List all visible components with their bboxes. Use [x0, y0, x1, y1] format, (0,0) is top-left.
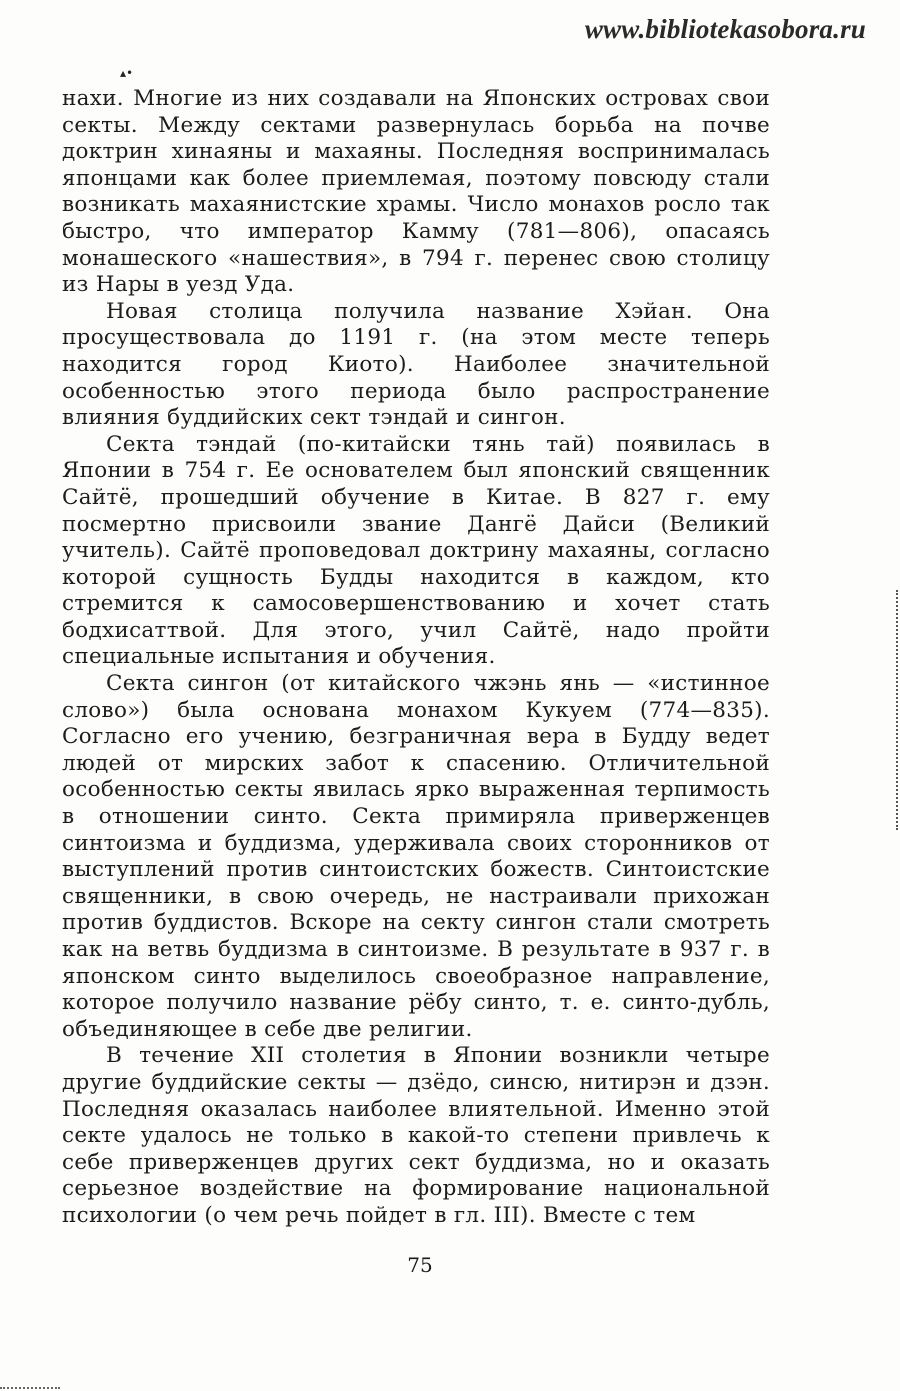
paragraph-2: Новая столица получила название Хэйан. Она просуществовала до 1191 г. (на этом месте теперь находится город Киото). Наиболее значительной особенностью этого периода было распространение влияния буддийских сект тэндай и сингон.: [62, 298, 770, 431]
paragraph-4: Секта сингон (от китайского чжэнь янь — «истинное слово») была основана монахом Кукуем (774—835). Согласно его учению, безграничная вера в Будду ведет людей от мирских забот к спасению. Отличительной особенностью секты явилась ярко выраженная терпимость в отношении синто. Секта примиряла приверженцев синтоизма и буддизма, удерживала своих сторонников от выступлений против синтоистских божеств. Синтоистские священники, в свою очередь, не настраивали прихожан против буддистов. Вскоре на секту сингон стали смотреть как на ветвь буддизма в синтоизме. В результате в 937 г. в японском синто выделилось своеобразное направление, которое получило название рёбу синто, т. е. синто-дубль, объединяющее в себе две религии.: [62, 671, 770, 1042]
paragraph-5: В течение XII столетия в Японии возникли четыре другие буддийские секты — дзёдо, синсю, нитирэн и дзэн. Последняя оказалась наиболее влиятельной. Именно этой секте удалось не только в какой-то степени привлечь к себе приверженцев других сект буддизма, но и оказать серьезное воздействие на формирование национальной психологии (о чем речь пойдет в гл. III). Вместе с тем: [62, 1043, 770, 1228]
scan-bottom-mark: [0, 1385, 60, 1389]
scan-speck: ▴•: [120, 66, 134, 80]
page-number: 75: [407, 1253, 433, 1277]
scan-edge-mark: [893, 590, 898, 830]
site-watermark: www.bibliotekasobora.ru: [584, 14, 866, 44]
paragraph-1: нахи. Многие из них создавали на Японских островах свои секты. Между сектами развернулась борьба на почве доктрин хинаяны и махаяны. Последняя воспринималась японцами как более приемлемая, поэтому повсюду стали возникать махаянистские храмы. Число монахов росло так быстро, что император Камму (781—806), опасаясь монашеского «нашествия», в 794 г. перенес свою столицу из Нары в уезд Уда.: [62, 86, 770, 298]
paragraph-3: Секта тэндай (по-китайски тянь тай) появилась в Японии в 754 г. Ее основателем был японский священник Сайтё, прошедший обучение в Китае. В 827 г. ему посмертно присвоили звание Дангё Дайси (Великий учитель). Сайтё проповедовал доктрину махаяны, согласно которой сущность Будды находится в каждом, кто стремится к самосовершенствованию и хочет стать бодхисаттвой. Для этого, учил Сайтё, надо пройти специальные испытания и обучения.: [62, 431, 770, 670]
body-text: [62, 86, 770, 1230]
